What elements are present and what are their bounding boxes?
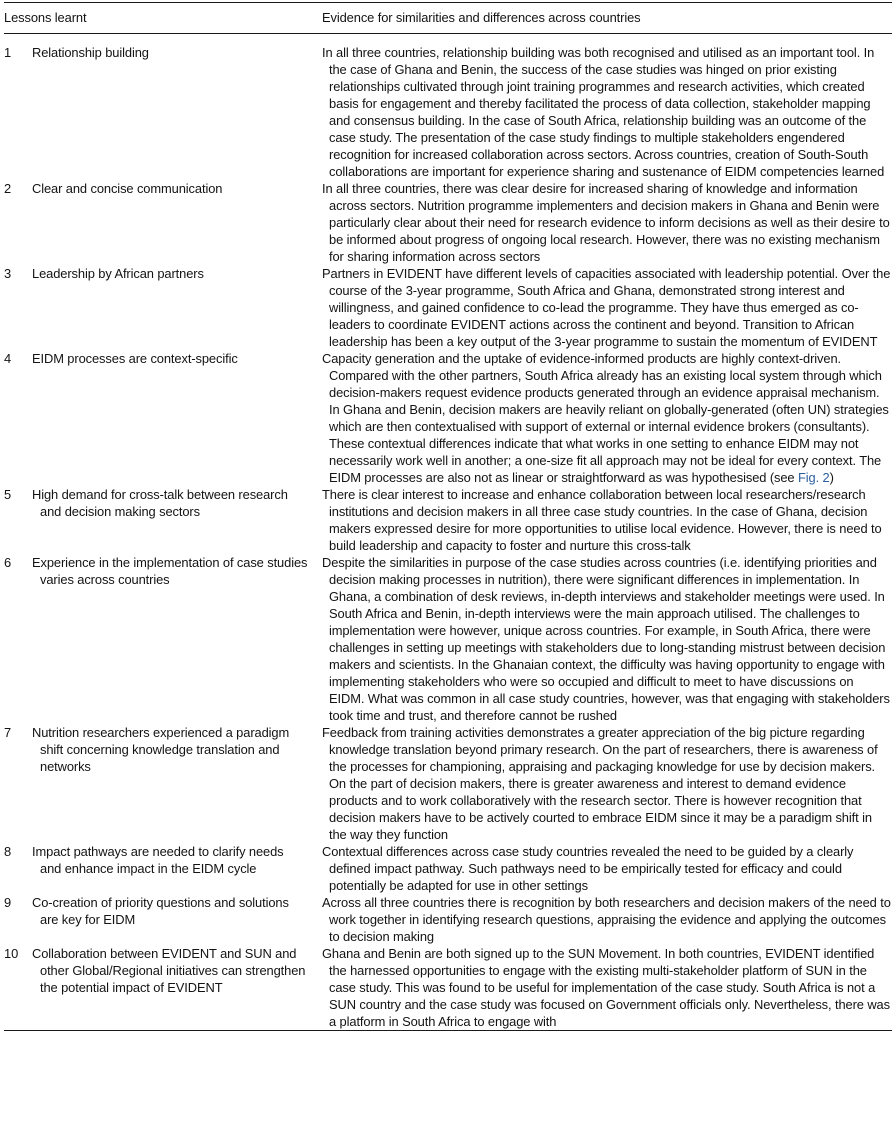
evidence-cell: Feedback from training activities demonstrates a greater appreciation of the big picture regarding knowledge translation beyond primary research. On the part of researchers, there is awareness of the processes for championing, appraising and packaging knowledge for use by decision makers. On the part of decision makers, there is greater awareness and interest to demand evidence products and to work collaboratively with the research sector. There is however recognition that decision makers have to be actively courted to embrace EIDM since it may be a paradigm shift in the way they function — [322, 725, 878, 842]
evidence-cell: Despite the similarities in purpose of the case studies across countries (i.e. identifying priorities and decision making processes in nutrition), there were significant differences in implementation. In Ghana, a combination of desk reviews, in-depth interviews and stakeholder meetings were used. In South Africa and Benin, in-depth interviews were the main approach utilised. The challenges to implementation were however, unique across countries. For example, in South Africa, there were challenges in setting up meetings with stakeholders due to long-standing mistrust between decision makers and scientists. In the Ghanaian context, the difficulty was having opportunity to engage with implementing stakeholders who were so occupied and difficult to meet to have discussions on EIDM. What was common in all case study countries, however, was that engaging with stakeholders took time and trust, and therefore cannot be rushed — [322, 555, 890, 723]
row-number: 7 — [4, 725, 12, 740]
row-number: 6 — [4, 555, 12, 570]
evidence-cell: In all three countries, relationship building was both recognised and utilised as an important tool. In the case of Ghana and Benin, the success of the case studies was hinged on prior existing relationships cultivated through joint training programmes and research activities, which created basis for engagement and thereby facilitated the process of data collection, stakeholder mapping and consensus building. In the case of South Africa, relationship building was an outcome of the case study. The presentation of the case study findings to multiple stakeholders engendered recognition for increased collaboration across sectors. Across countries, creation of South-South collaborations are important for experience sharing and sustenance of EIDM competencies learned — [322, 45, 885, 179]
lesson-cell: Leadership by African partners — [32, 266, 204, 281]
lesson-cell: Experience in the implementation of case studies varies across countries — [32, 555, 308, 587]
lesson-cell: Relationship building — [32, 45, 149, 60]
table-row-3 — [4, 265, 892, 350]
row-number: 1 — [4, 45, 12, 60]
lesson-cell: High demand for cross-talk between research and decision making sectors — [32, 487, 288, 519]
table-row-7 — [4, 724, 892, 843]
lesson-cell: Co-creation of priority questions and solutions are key for EIDM — [32, 895, 289, 927]
row-number: 9 — [4, 895, 12, 910]
table-row-5 — [4, 486, 892, 554]
table-body — [4, 34, 892, 1030]
table-row-8 — [4, 843, 892, 894]
table-row-6 — [4, 554, 892, 724]
row-number: 10 — [4, 946, 19, 961]
row-number: 8 — [4, 844, 12, 859]
table-row-9 — [4, 894, 892, 945]
evidence-cell: Across all three countries there is recognition by both researchers and decision makers of the need to work together in identifying research questions, appraising the evidence and applying the outcomes to decision making — [322, 895, 891, 944]
row-number: 5 — [4, 487, 12, 502]
header-lessons-learnt: Lessons learnt — [4, 10, 87, 25]
lesson-cell: EIDM processes are context-specific — [32, 351, 238, 366]
evidence-cell: Partners in EVIDENT have different levels of capacities associated with leadership potential. Over the course of the 3-year programme, South Africa and Ghana, demonstrated strong interest and willingness, and gained confidence to co-lead the programme. They have thus emerged as co-leaders to coordinate EVIDENT actions across the continent and beyond. Transition to African leadership has been a key output of the 3-year programme to sustain the momentum of EVIDENT — [322, 266, 891, 349]
evidence-cell — [322, 350, 892, 486]
evidence-text: ) — [829, 470, 834, 485]
evidence-cell: There is clear interest to increase and enhance collaboration between local researchers/research institutions and decision makers in all three case study countries. In the case of Ghana, decision makers expressed desire for more opportunities to utilise local evidence. However, there is need to build leadership and capacity to foster and nurture this cross-talk — [322, 487, 882, 553]
evidence-cell: Ghana and Benin are both signed up to the SUN Movement. In both countries, EVIDENT identified the harnessed opportunities to engage with the existing multi-stakeholder platform of SUN in the case study. This was found to be useful for implementation of the case study. South Africa is not a SUN country and the case study was focused on Government officials only. Nevertheless, there was a platform in South Africa to engage with — [322, 946, 890, 1029]
table-row-10 — [4, 945, 892, 1030]
table-row-4 — [4, 350, 892, 486]
row-number: 3 — [4, 266, 12, 281]
fig-2-link[interactable]: Fig. 2 — [797, 470, 830, 485]
row-number: 4 — [4, 351, 12, 366]
lesson-cell: Collaboration between EVIDENT and SUN and other Global/Regional initiatives can strengthen the potential impact of EVIDENT — [32, 946, 306, 995]
header-evidence: Evidence for similarities and differences across countries — [322, 10, 641, 25]
evidence-text: Capacity generation and the uptake of evidence-informed products are highly context-driven. Compared with the other partners, South Africa already has an existing local system through which decision-makers request evidence products generated through an evidence appraisal mechanism. In Ghana and Benin, decision makers are heavily reliant on globally-generated (often UN) strategies which are then contextualised with support of external or internal evidence brokers (consultants). These contextual differences indicate that what works in one setting to enhance EIDM may not necessarily work well in another; a one-size fit all approach may not be ideal for every context. The EIDM processes are also not as linear or straightforward as was hypothesised (see — [322, 351, 889, 485]
row-number: 2 — [4, 181, 12, 196]
evidence-cell: In all three countries, there was clear desire for increased sharing of knowledge and information across sectors. Nutrition programme implementers and decision makers in Ghana and Benin were particularly clear about their need for research evidence to inform decisions as well as their desire to be informed about progress of ongoing local research. However, there was no existing mechanism for sharing information across sectors — [322, 181, 890, 264]
evidence-cell: Contextual differences across case study countries revealed the need to be guided by a clearly defined impact pathway. Such pathways need to be empirically tested for efficacy and could potentially be adapted for use in other settings — [322, 844, 854, 893]
bottom-rule — [4, 1030, 892, 1031]
table-row-2 — [4, 180, 892, 265]
lesson-cell: Impact pathways are needed to clarify needs and enhance impact in the EIDM cycle — [32, 844, 284, 876]
lesson-cell: Clear and concise communication — [32, 181, 223, 196]
table-row-1 — [4, 44, 892, 180]
table-header-row — [4, 3, 892, 33]
lesson-cell: Nutrition researchers experienced a paradigm shift concerning knowledge translation and networks — [32, 725, 290, 774]
